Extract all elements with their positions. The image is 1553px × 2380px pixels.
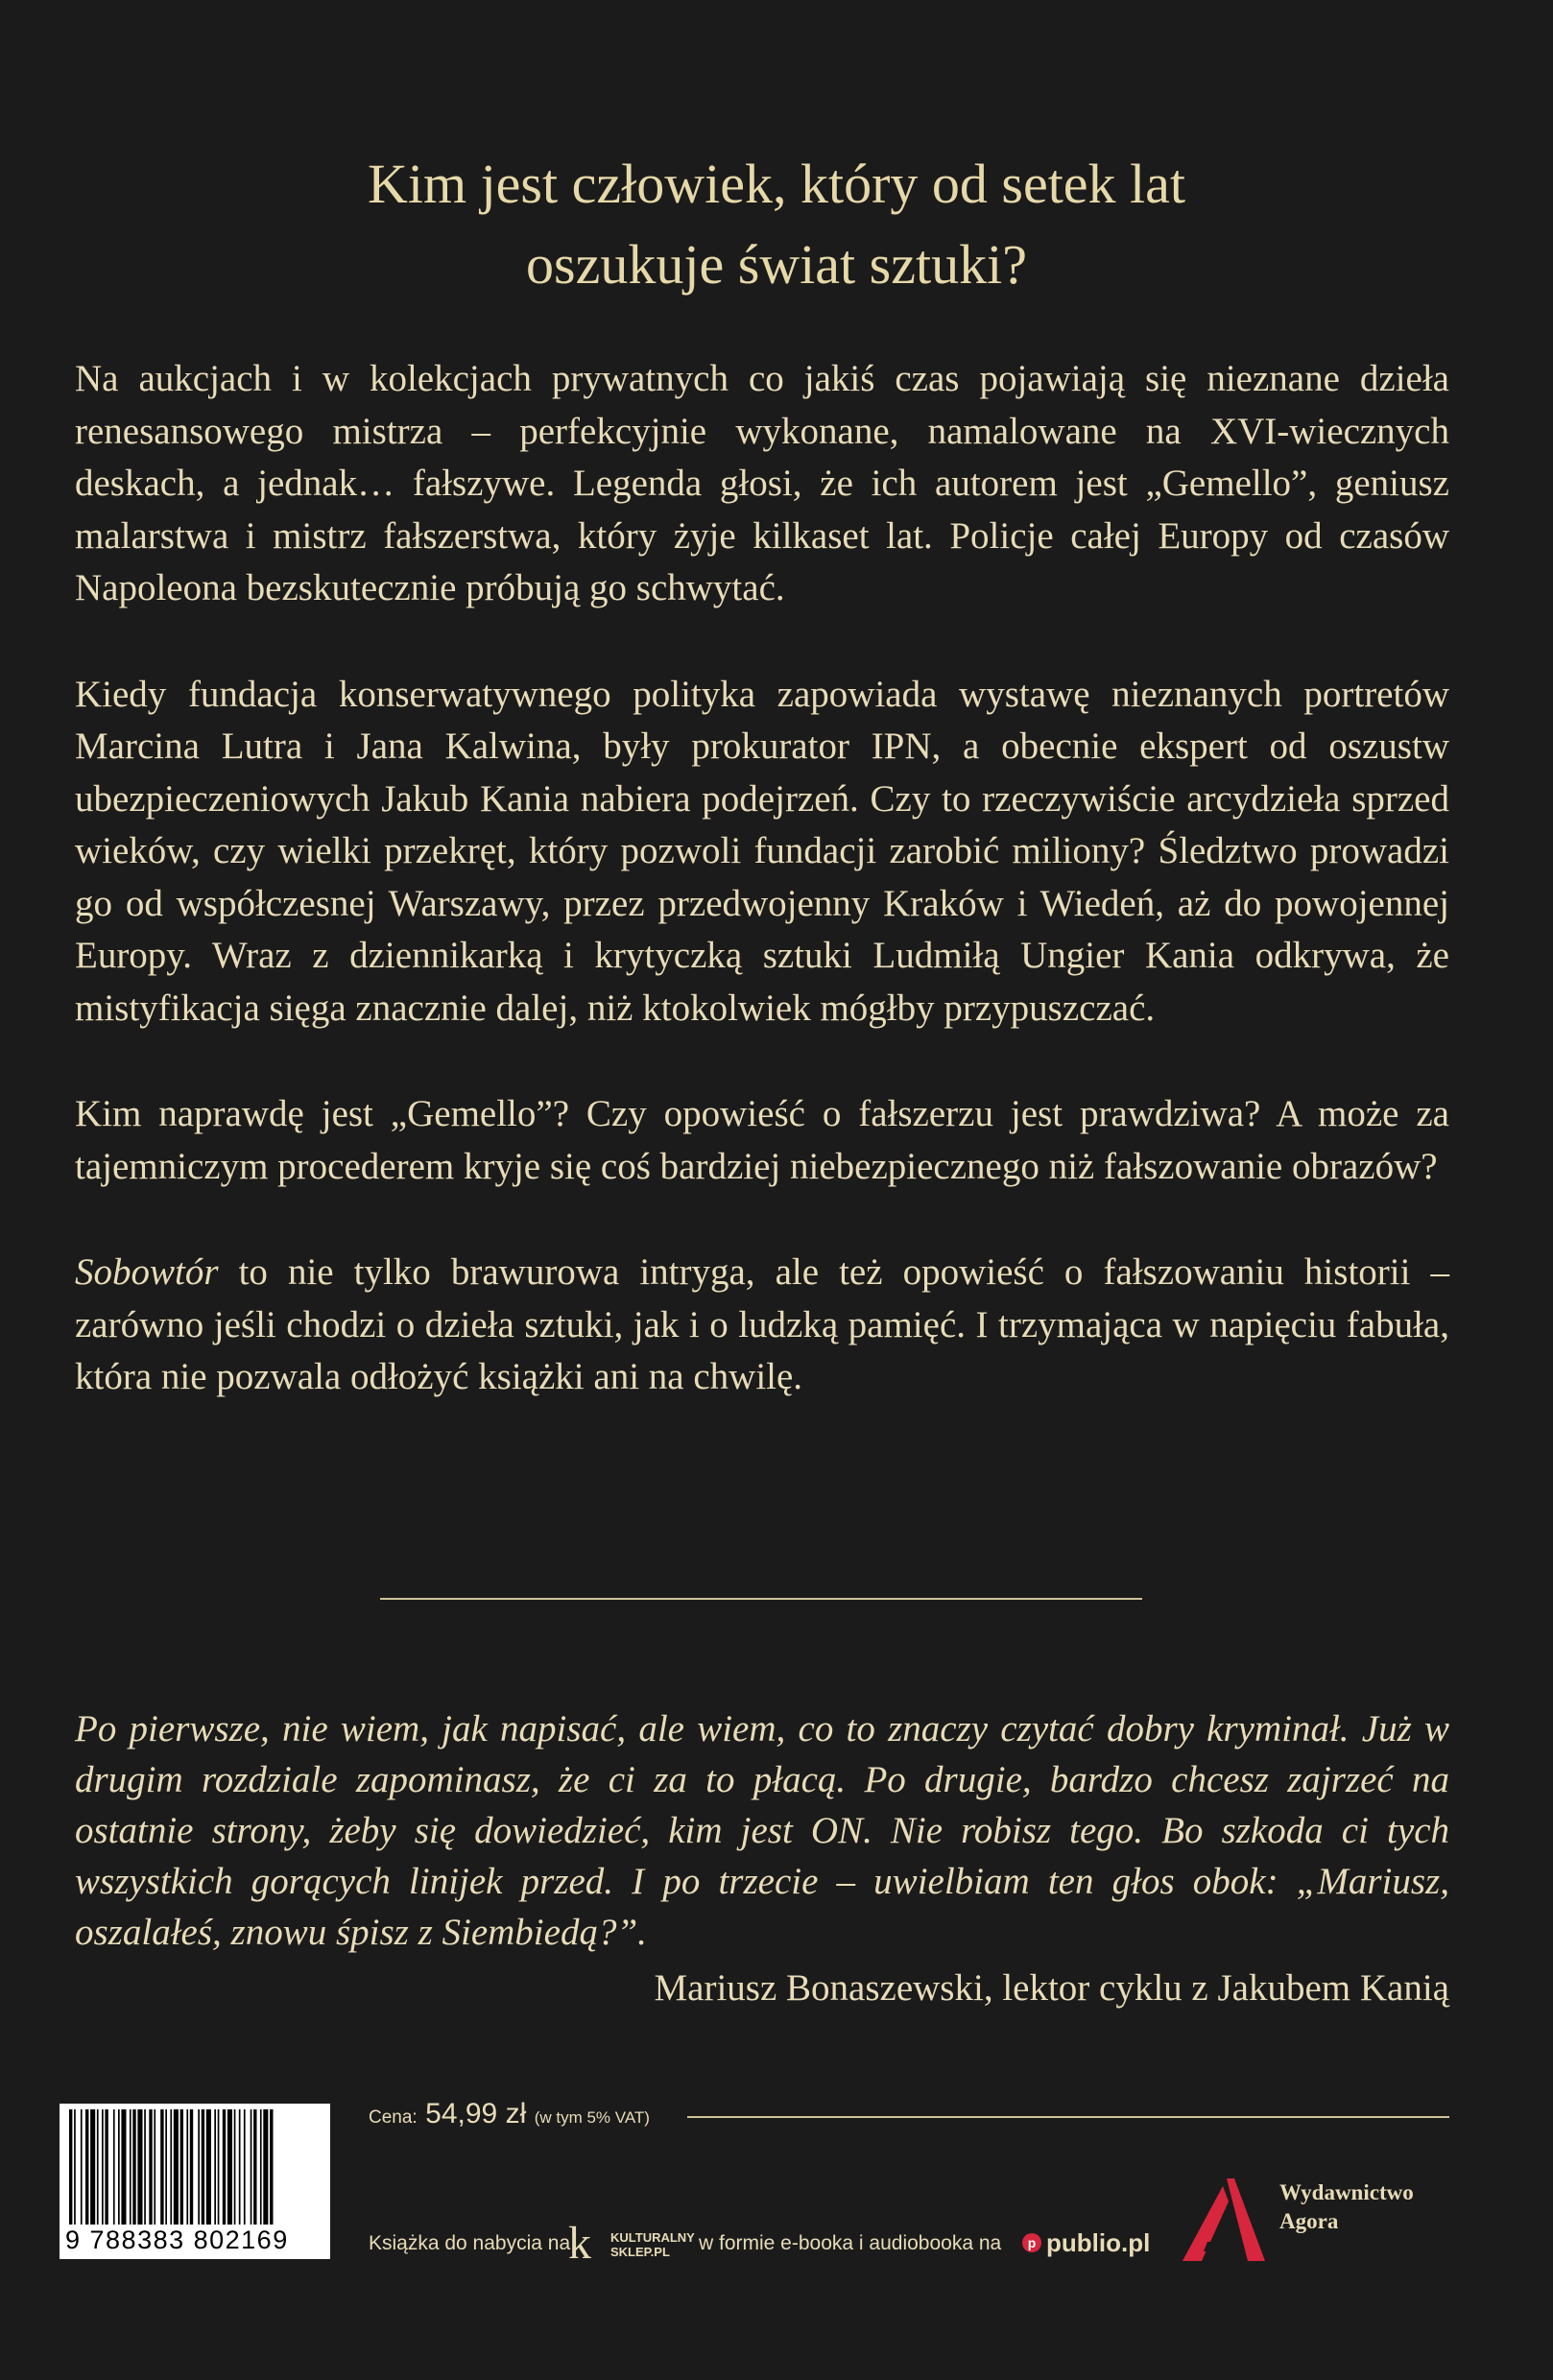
endorsement-attribution: Mariusz Bonaszewski, lektor cyklu z Jakubem Kanią — [654, 1967, 1449, 2009]
price-value: 54,99 zł — [425, 2098, 527, 2130]
price-line — [687, 2116, 1449, 2118]
price-vat: (w tym 5% VAT) — [534, 2108, 650, 2127]
kulturalny-line-2: SKLEP.PL — [610, 2245, 670, 2259]
publisher-line-1: Wydawnictwo — [1279, 2180, 1414, 2204]
publisher-name — [1279, 2178, 1414, 2236]
blurb-paragraph-4-text: to nie tylko brawurowa intryga, ale też opowieść o fałszowaniu historii – zarówno jeśli chodzi o dzieła sztuki, jak i o ludzką pamięć. I trzymająca w napięciu fabuła, która nie pozwala odłożyć książki ani na chwilę. — [75, 1251, 1449, 1397]
publio-name: publio.pl — [1046, 2228, 1151, 2257]
kulturalny-sklep-logo-icon: k — [568, 2218, 591, 2269]
publisher-line-2: Agora — [1279, 2209, 1339, 2233]
barcode-bars — [60, 2104, 330, 2228]
headline — [0, 144, 1553, 305]
blurb-paragraph-1: Na aukcjach i w kolekcjach prywatnych co jakiś czas pojawiają się nieznane dzieła renesansowego mistrza – perfekcyjnie wykonane, namalowane na XVI-wiecznych deskach, a jednak… fałszywe. Legenda głosi, że ich autorem jest „Gemello”, geniusz malarstwa i mistrz fałszerstwa, który żyje kilkaset lat. Policje całej Europy od czasów Napoleona bezskutecznie próbują go schwytać. — [75, 358, 1449, 608]
kulturalny-line-1: KULTURALNY — [610, 2230, 695, 2245]
blurb — [75, 353, 1449, 1458]
agora-logo-icon — [1179, 2177, 1267, 2265]
book-title: Sobowtór — [75, 1251, 219, 1293]
headline-line-1: Kim jest człowiek, który od setek lat — [367, 153, 1186, 215]
price-info — [369, 2098, 650, 2130]
publio-logo-icon: p — [1022, 2233, 1041, 2252]
price-label: Cena: — [369, 2107, 418, 2128]
availability-text-2: w formie e-booka i audiobooka na — [699, 2232, 1002, 2254]
endorsement-quote: Po pierwsze, nie wiem, jak napisać, ale wiem, co to znaczy czytać dobry kryminał. Już w drugim rozdziale zapominasz, że ci za to płacą. Po drugie, bardzo chcesz zajrzeć na ostatnie strony, żeby się dowiedzieć, kim jest ON. Nie robisz tego. Bo szkoda ci tych wszystkich gorących linijek przed. I po trzecie – uwielbiam ten głos obok: „Mariusz, oszalałeś, znowu śpisz z Siembiedą?”. — [75, 1708, 1449, 1953]
headline-line-2: oszukuje świat sztuki? — [526, 233, 1027, 296]
isbn-digits: 9 788383 802169 — [65, 2225, 289, 2254]
divider-line — [380, 1598, 1142, 1600]
kulturalny-sklep-name — [610, 2230, 695, 2259]
blurb-paragraph-4 — [75, 1247, 1449, 1404]
isbn-barcode — [60, 2104, 330, 2259]
blurb-paragraph-3: Kim naprawdę jest „Gemello”? Czy opowieść o fałszerzu jest prawdziwa? A może za tajemniczym procederem kryje się coś bardziej niebezpiecznego niż fałszowanie obrazów? — [75, 1093, 1449, 1187]
blurb-paragraph-2: Kiedy fundacja konserwatywnego polityka zapowiada wystawę nieznanych portretów Marcina Lutra i Jana Kalwina, były prokurator IPN, a obecnie ekspert od oszustw ubezpieczeniowych Jakub Kania nabiera podejrzeń. Czy to rzeczywiście arcydzieła sprzed wieków, czy wielki przekręt, który pozwoli fundacji zarobić miliony? Śledztwo prowadzi go od współczesnej Warszawy, przez przedwojenny Kraków i Wiedeń, aż do powojennej Europy. Wraz z dziennikarką i krytyczką sztuki Ludmiłą Ungier Kania odkrywa, że mistyfikacja sięga znacznie dalej, niż ktokolwiek mógłby przypuszczać. — [75, 673, 1449, 1029]
availability-text-1: Książka do nabycia na — [369, 2232, 571, 2254]
